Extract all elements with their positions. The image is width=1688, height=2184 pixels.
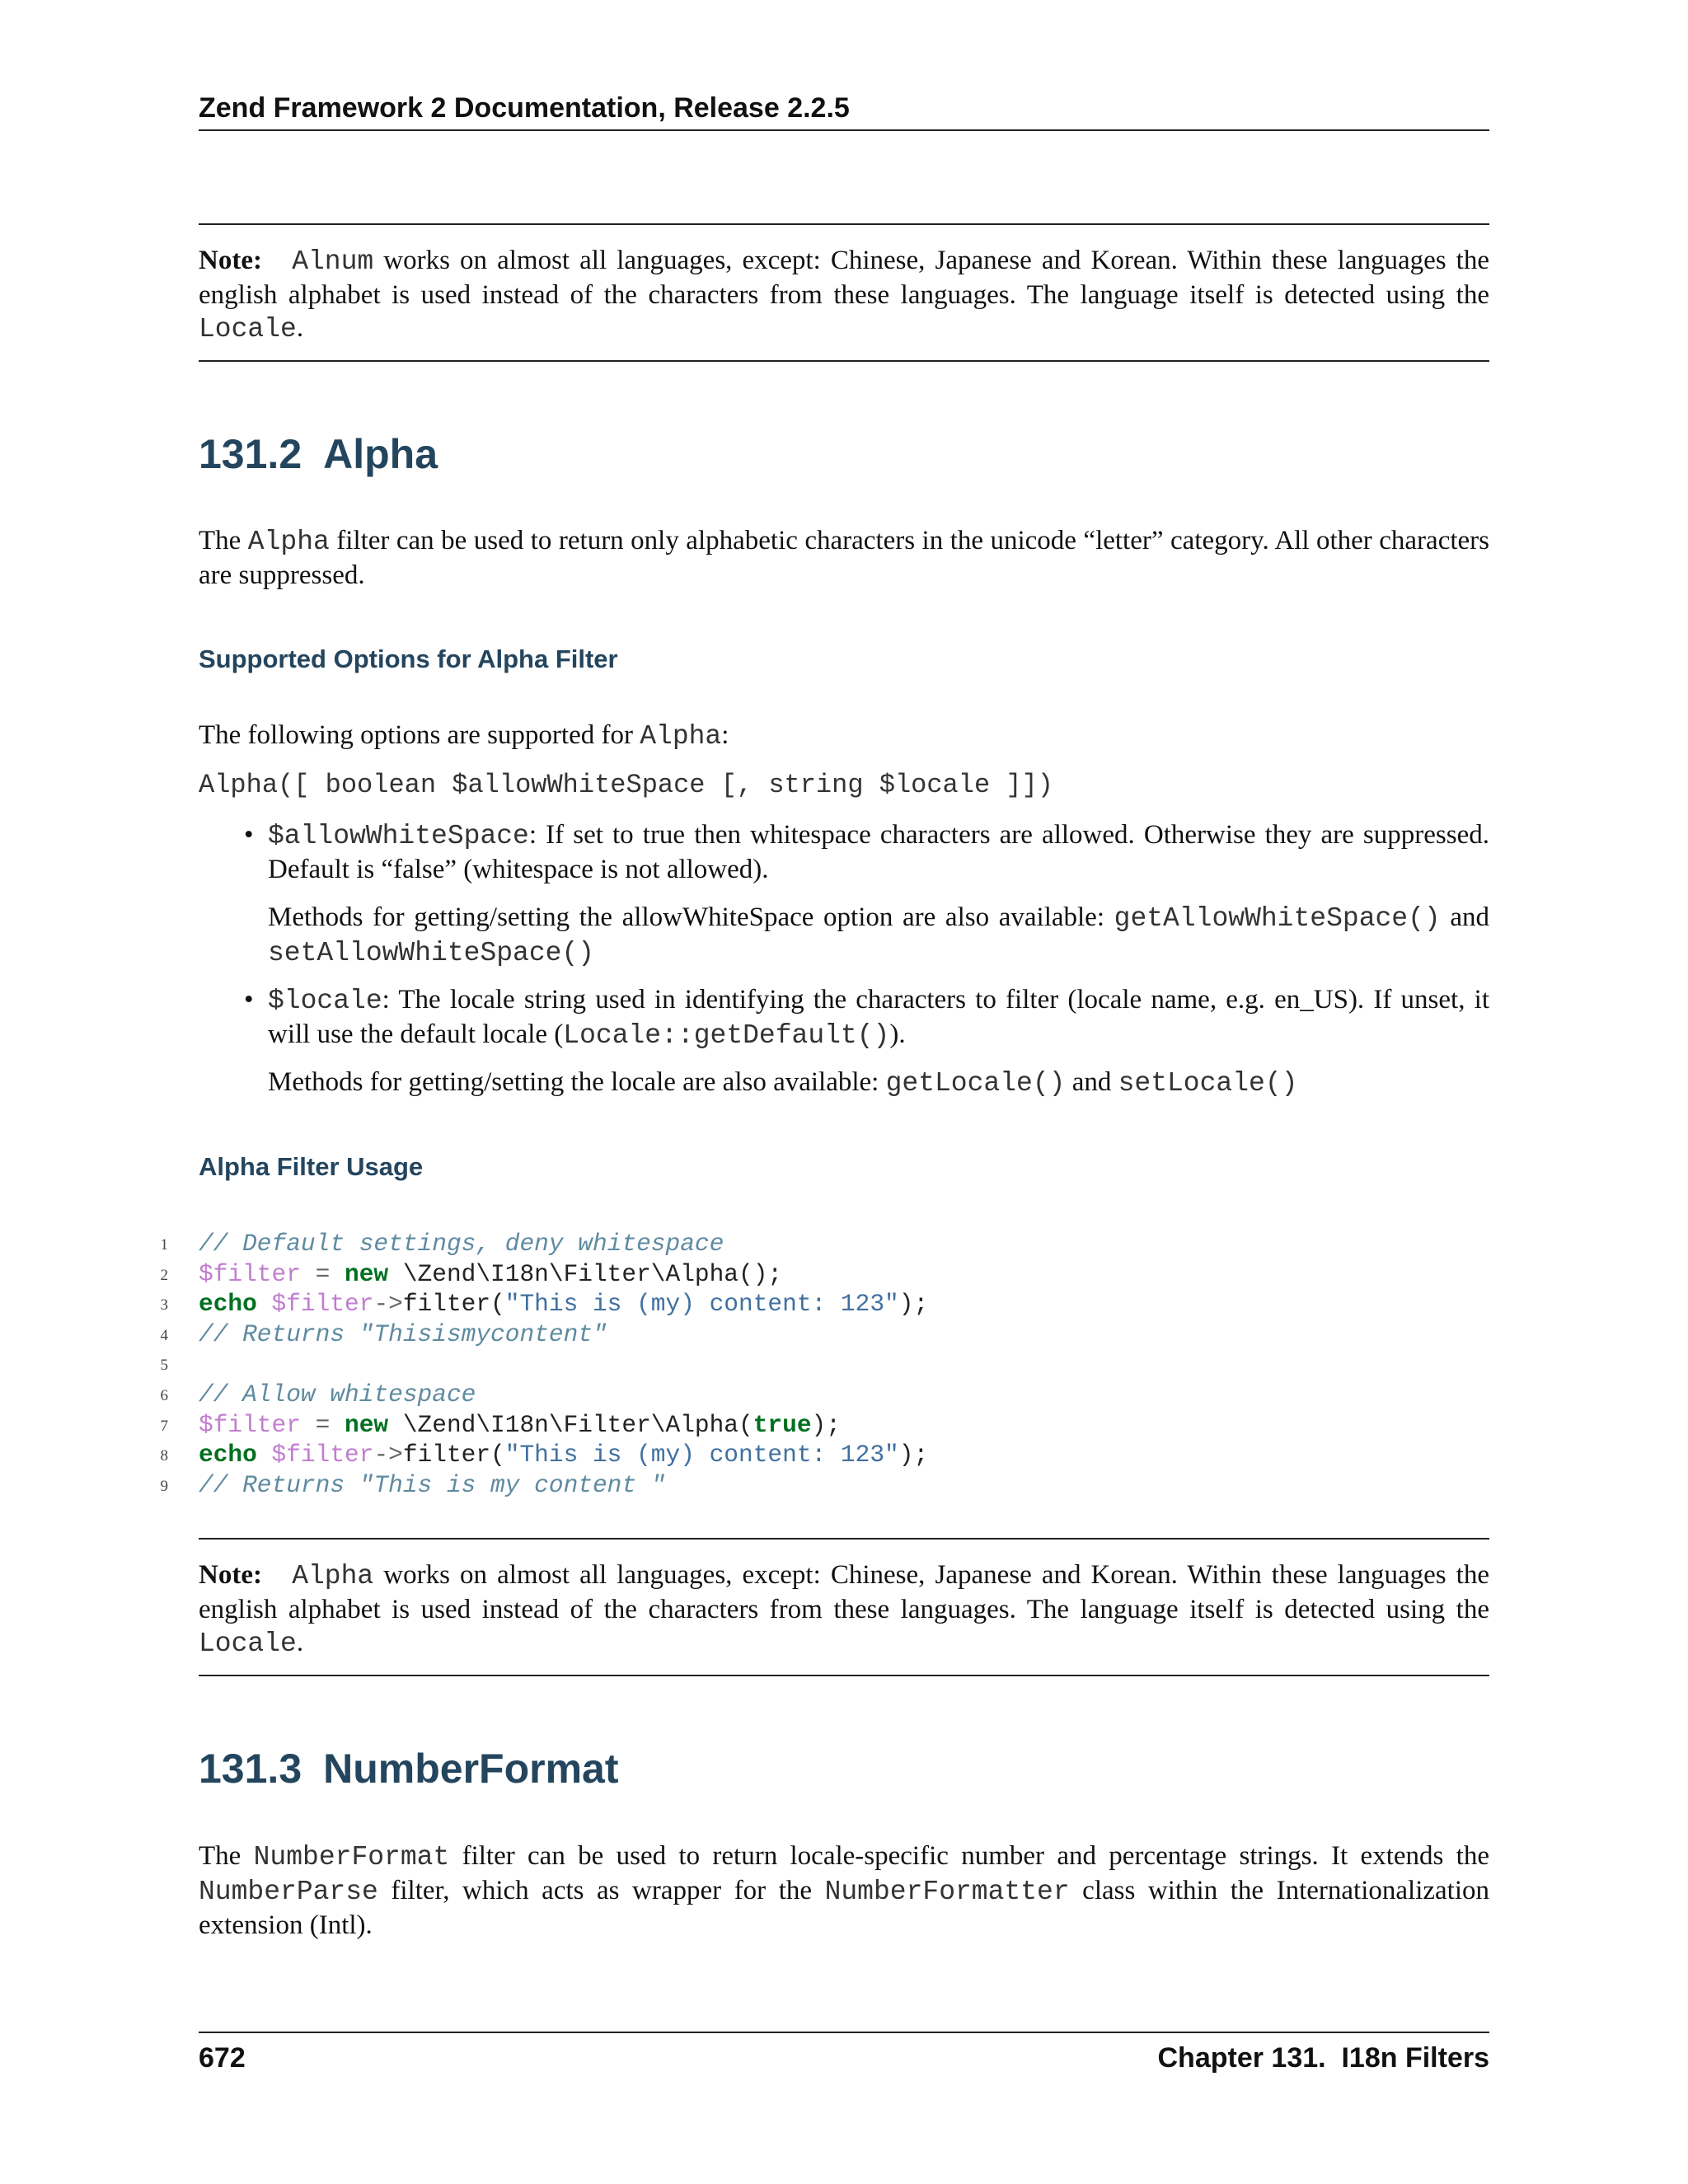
text: and: [1065, 1067, 1118, 1097]
note-label: Note:: [199, 246, 262, 275]
options-intro: [199, 719, 1489, 753]
inline-code: NumberParse: [199, 1877, 378, 1907]
code-text: // Allow whitespace: [199, 1380, 476, 1408]
code-text: // Returns "Thisismycontent": [199, 1319, 607, 1348]
option-locale-methods: [268, 1066, 1489, 1100]
line-number: 7: [160, 1417, 168, 1435]
inline-code: Alpha: [640, 721, 722, 752]
inline-code: Alpha: [292, 1561, 374, 1591]
line-number: 2: [160, 1266, 168, 1284]
inline-code: Alnum: [292, 246, 374, 277]
text: class within the Internationalization extension (Intl).: [199, 1876, 1489, 1940]
page-number: 672: [199, 2042, 246, 2074]
inline-code: Alpha: [247, 527, 330, 557]
bullet-marker: •: [244, 985, 254, 1015]
code-text: $filter = new \Zend\I18n\Filter\Alpha();: [199, 1259, 783, 1288]
text: Methods for getting/setting the allowWhiteSpace option are also available:: [268, 902, 1114, 932]
section-title: NumberFormat: [323, 1746, 619, 1792]
inline-code: getLocale(): [885, 1068, 1066, 1099]
note-bottom-rule: [199, 1675, 1489, 1676]
section-number: 131.2: [199, 431, 302, 477]
inline-code: setLocale(): [1118, 1068, 1298, 1099]
inline-code: $locale: [268, 986, 382, 1016]
option-locale: [268, 983, 1489, 1052]
line-number: 8: [160, 1447, 168, 1465]
text: The: [199, 526, 248, 555]
note-top-rule: [199, 223, 1489, 225]
bullet-marker: •: [244, 820, 254, 850]
running-header: Zend Framework 2 Documentation, Release 2.2.5: [199, 92, 850, 124]
header-rule: [199, 129, 1489, 131]
text: :: [721, 720, 729, 750]
text: filter can be used to return locale-specific number and percentage strings. It extends the: [449, 1841, 1489, 1871]
text: The: [199, 1841, 254, 1871]
inline-code: Locale: [199, 314, 297, 344]
note-top-rule: [199, 1538, 1489, 1540]
code-text: $filter = new \Zend\I18n\Filter\Alpha(true);: [199, 1410, 841, 1439]
line-number: 3: [160, 1296, 168, 1315]
numberformat-intro: [199, 1840, 1489, 1942]
text: The following options are supported for: [199, 720, 640, 750]
note-alnum: [199, 244, 1489, 346]
note-end: .: [296, 1628, 304, 1657]
text: ).: [889, 1019, 906, 1049]
inline-code: setAllowWhiteSpace(): [268, 938, 595, 968]
line-number: 1: [160, 1236, 168, 1254]
section-heading-alpha: [199, 430, 438, 478]
section-heading-numberformat: [199, 1745, 619, 1793]
subsection-heading-usage: Alpha Filter Usage: [199, 1152, 424, 1181]
line-number: 5: [160, 1357, 168, 1375]
text: : The locale string used in identifying the characters to filter (locale name, e.g. en_US). If unset, it will use the default locale (: [268, 985, 1489, 1049]
option-allowwhitespace: [268, 818, 1489, 886]
chapter-title: Chapter 131. I18n Filters: [1157, 2042, 1489, 2074]
text: and: [1440, 902, 1490, 932]
section-number: 131.3: [199, 1746, 302, 1792]
inline-code: NumberFormat: [253, 1842, 450, 1872]
inline-code: getAllowWhiteSpace(): [1114, 903, 1441, 934]
method-signature: Alpha([ boolean $allowWhiteSpace [, string $locale ]]): [199, 770, 1053, 800]
text: filter can be used to return only alphabetic characters in the unicode “letter” category. All other characters are suppressed.: [199, 526, 1489, 590]
inline-code: Locale::getDefault(): [563, 1020, 890, 1051]
inline-code: NumberFormatter: [824, 1877, 1070, 1907]
text: Methods for getting/setting the locale are also available:: [268, 1067, 886, 1097]
note-alpha: [199, 1558, 1489, 1661]
code-text: echo $filter->filter("This is (my) content: 123");: [199, 1290, 929, 1319]
line-number: 6: [160, 1387, 168, 1404]
code-text: echo $filter->filter("This is (my) content: 123");: [199, 1441, 929, 1469]
note-bottom-rule: [199, 360, 1489, 362]
code-text: // Returns "This is my content ": [199, 1470, 666, 1499]
line-number: 4: [160, 1326, 168, 1344]
subsection-heading-options: Supported Options for Alpha Filter: [199, 644, 618, 673]
alpha-intro: [199, 524, 1489, 592]
code-block: [0, 1230, 1688, 1510]
section-title: Alpha: [323, 431, 438, 477]
code-text: // Default settings, deny whitespace: [199, 1230, 724, 1258]
line-number: 9: [160, 1477, 168, 1495]
note-end: .: [296, 313, 304, 343]
text: filter, which acts as wrapper for the: [377, 1876, 825, 1905]
inline-code: Locale: [199, 1629, 297, 1659]
option-allowwhitespace-methods: [268, 901, 1489, 970]
note-label: Note:: [199, 1560, 262, 1590]
text: : If set to true then whitespace characters are allowed. Otherwise they are suppressed. Default is “false” (whitespace is not allowed).: [268, 820, 1489, 884]
inline-code: $allowWhiteSpace: [268, 821, 529, 851]
footer-rule: [199, 2032, 1489, 2033]
note-text: works on almost all languages, except: Chinese, Japanese and Korean. Within these languages the english alphabet is used instead of the characters from these languages. The language itself is detected using the: [199, 246, 1489, 310]
note-text: works on almost all languages, except: Chinese, Japanese and Korean. Within these languages the english alphabet is used instead of the characters from these languages. The language itself is detected using the: [199, 1560, 1489, 1624]
